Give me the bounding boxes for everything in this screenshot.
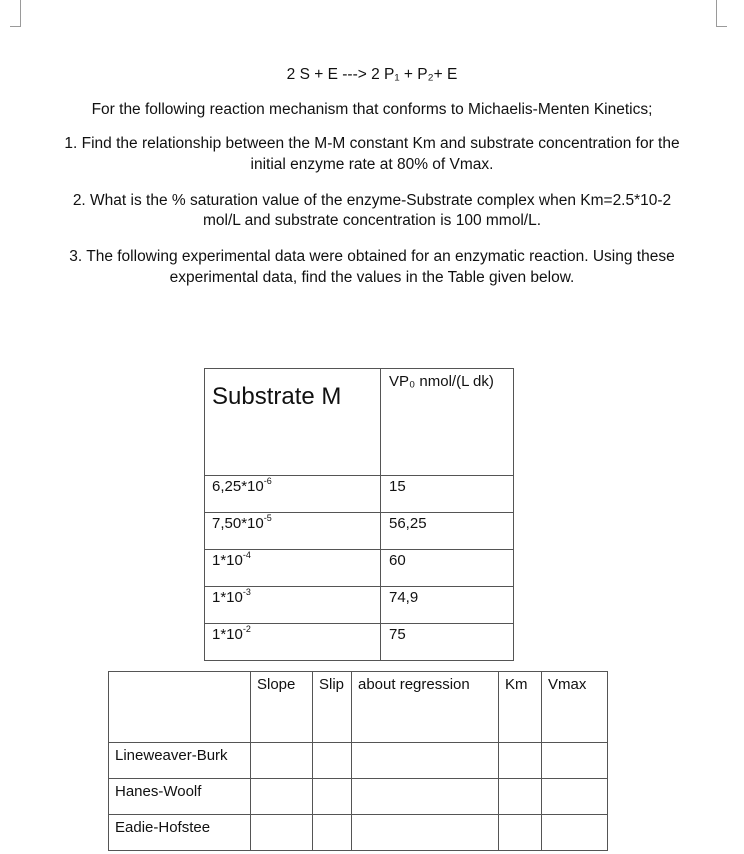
table-row bbox=[109, 815, 608, 851]
header-slip: Slip bbox=[313, 672, 352, 743]
regression-cell bbox=[352, 815, 499, 851]
substrate-cell: $1*10^{-2}$ bbox=[205, 624, 381, 661]
km-cell bbox=[499, 743, 542, 779]
substrate-velocity-table bbox=[204, 368, 514, 661]
header-substrate: Substrate M bbox=[205, 369, 381, 476]
slip-cell bbox=[313, 743, 352, 779]
vmax-cell bbox=[542, 779, 608, 815]
question-1-line-2: initial enzyme rate at 80% of Vmax. bbox=[250, 156, 494, 173]
question-2-line-1: 2. What is the % saturation value of the enzyme-Substrate complex when Km=2.5*10-2 bbox=[72, 192, 672, 209]
table-row bbox=[205, 587, 514, 624]
intro-text: For the following reaction mechanism that conforms to Michaelis-Menten Kinetics; bbox=[91, 101, 653, 118]
table-header-row bbox=[205, 369, 514, 476]
velocity-cell: 15 bbox=[381, 476, 514, 513]
header-about-regression: about regression bbox=[352, 672, 499, 743]
velocity-cell: 56,25 bbox=[381, 513, 514, 550]
substrate-cell: $6,25*10^{-6}$ bbox=[205, 476, 381, 513]
table-row bbox=[205, 476, 514, 513]
slope-cell bbox=[251, 815, 313, 851]
velocity-cell: 60 bbox=[381, 550, 514, 587]
substrate-cell: $7,50*10^{-5}$ bbox=[205, 513, 381, 550]
velocity-cell: 75 bbox=[381, 624, 514, 661]
km-cell bbox=[499, 815, 542, 851]
method-label: Lineweaver-Burk bbox=[109, 743, 251, 779]
method-label: Hanes-Woolf bbox=[109, 779, 251, 815]
table-row bbox=[109, 779, 608, 815]
question-2-line-2: mol/L and substrate concentration is 100 mmol/L. bbox=[202, 212, 542, 229]
header-velocity: VP₀ nmol/(L dk) bbox=[381, 369, 514, 476]
vmax-cell bbox=[542, 815, 608, 851]
substrate-cell: $1*10^{-4}$ bbox=[205, 550, 381, 587]
table-header-row bbox=[109, 672, 608, 743]
method-label: Eadie-Hofstee bbox=[109, 815, 251, 851]
question-3-line-2: experimental data, find the values in the Table given below. bbox=[169, 269, 575, 286]
page-corner-mark-left bbox=[10, 0, 21, 27]
slip-cell bbox=[313, 815, 352, 851]
slip-cell bbox=[313, 779, 352, 815]
reaction-equation: 2 S + E ---> 2 P₁ + P₂+ E bbox=[286, 66, 458, 83]
header-slope: Slope bbox=[251, 672, 313, 743]
question-3-line-1: 3. The following experimental data were obtained for an enzymatic reaction. Using these bbox=[69, 248, 675, 265]
substrate-cell: $1*10^{-3}$ bbox=[205, 587, 381, 624]
table-row bbox=[205, 624, 514, 661]
header-km: Km bbox=[499, 672, 542, 743]
velocity-cell: 74,9 bbox=[381, 587, 514, 624]
page-corner-mark-right bbox=[716, 0, 727, 27]
regression-cell bbox=[352, 743, 499, 779]
table-row bbox=[205, 513, 514, 550]
header-empty bbox=[109, 672, 251, 743]
vmax-cell bbox=[542, 743, 608, 779]
table-row bbox=[205, 550, 514, 587]
header-vmax: Vmax bbox=[542, 672, 608, 743]
slope-cell bbox=[251, 743, 313, 779]
table-row bbox=[109, 743, 608, 779]
question-1-line-1: 1. Find the relationship between the M-M constant Km and substrate concentration for the bbox=[64, 135, 680, 152]
slope-cell bbox=[251, 779, 313, 815]
regression-results-table bbox=[108, 671, 608, 851]
regression-cell bbox=[352, 779, 499, 815]
km-cell bbox=[499, 779, 542, 815]
